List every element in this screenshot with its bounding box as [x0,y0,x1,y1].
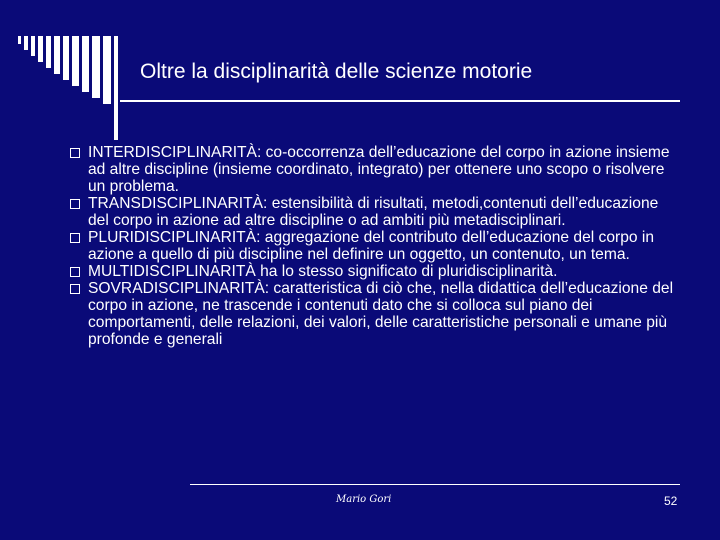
bullet-text: PLURIDISCIPLINARITÀ: aggregazione del contributo dell’educazione del corpo in azione a quello di più discipline nel definire un oggetto, un contenuto, un tema. [88,229,655,263]
bullet-text: MULTIDISCIPLINARITÀ ha lo stesso significato di pluridisciplinarità. [88,263,558,280]
page-number: 52 [664,494,678,508]
slide-title: Oltre la disciplinarità delle scienze motorie [140,60,533,83]
checkbox-bullet-icon [70,148,80,158]
bullet-text: INTERDISCIPLINARITÀ: co-occorrenza dell’educazione del corpo in azione insieme ad altre discipline (insieme coordinato, integrato) per ottenere uno scopo o risolvere un problema. [88,144,670,195]
footer-author: Mario Gori [336,494,392,505]
bullet-sovradisciplinarita [70,280,680,348]
bullet-text: TRANSDISCIPLINARITÀ: estensibilità di risultati, metodi,contenuti dell’educazione del corpo in azione ad altre discipline o ad ambiti più metadisciplinari. [88,195,659,229]
bullet-pluridisciplinarita [70,229,680,263]
title-underline [120,100,680,102]
bullet-transdisciplinarita [70,195,680,229]
bullet-list [70,144,680,348]
bullet-multidisciplinarita [70,263,680,280]
checkbox-bullet-icon [70,199,80,209]
checkbox-bullet-icon [70,267,80,277]
footer-divider [190,484,680,485]
checkbox-bullet-icon [70,284,80,294]
bullet-interdisciplinarita [70,144,680,195]
checkbox-bullet-icon [70,233,80,243]
bullet-text: SOVRADISCIPLINARITÀ: caratteristica di ciò che, nella didattica dell’educazione del corpo in azione, ne trascende i contenuti dato che si colloca sul piano dei comportamenti, delle relazioni, dei valori, delle caratteristiche personali e umane più profonde e generali [88,280,674,348]
